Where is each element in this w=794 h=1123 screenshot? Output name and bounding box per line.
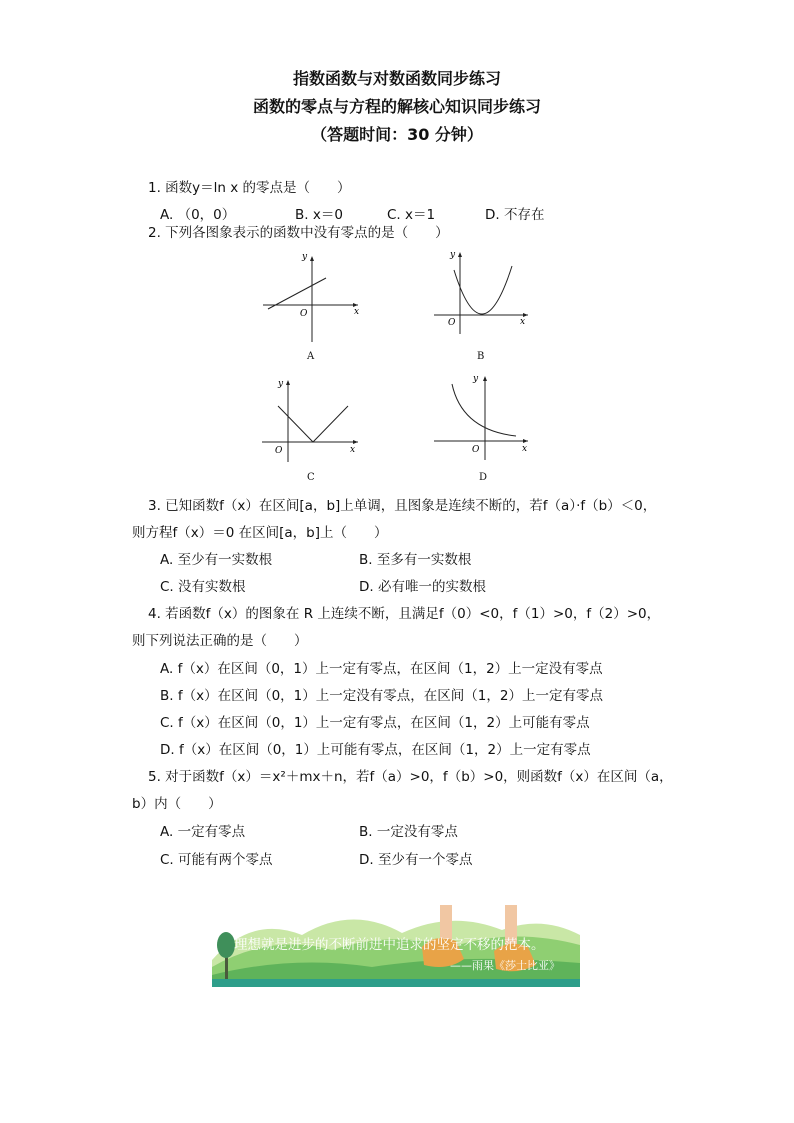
question-5-option-c: C. 可能有两个零点 — [160, 852, 273, 868]
question-5-stem-line2: b）内（ ） — [132, 796, 222, 812]
graph-d-x-label: x — [522, 444, 528, 454]
graph-a-y-label: y — [302, 252, 308, 262]
question-3-option-a: A. 至少有一实数根 — [160, 552, 273, 568]
question-4-option-b: B. f（x）在区间（0，1）上一定没有零点，在区间（1，2）上一定有零点 — [160, 688, 603, 704]
question-5-stem-line1: 5. 对于函数f（x）＝x²＋mx＋n，若f（a）>0，f（b）>0，则函数f（x）在区间（a， — [148, 769, 673, 785]
graph-b-origin-label: O — [448, 318, 456, 328]
question-1-option-b: B. x＝0 — [295, 207, 343, 223]
question-1-option-a: A. （0，0） — [160, 207, 236, 223]
graph-a-origin-label: O — [300, 309, 308, 319]
graph-c — [258, 376, 368, 466]
question-3-stem-line2: 则方程f（x）＝0 在区间[a，b]上（ ） — [132, 525, 388, 541]
question-1-option-c: C. x＝1 — [387, 207, 436, 223]
graph-d-y-label: y — [473, 374, 479, 384]
question-5-option-b: B. 一定没有零点 — [359, 824, 458, 840]
time-limit: （答题时间：30 分钟） — [311, 125, 483, 144]
graph-a-x-label: x — [354, 307, 360, 317]
question-5-option-d: D. 至少有一个零点 — [359, 852, 473, 868]
question-1-option-d: D. 不存在 — [485, 207, 545, 223]
banner-quote: 理想就是进步的不断前进中追求的坚定不移的范本。 — [234, 937, 545, 953]
graph-d — [430, 372, 535, 462]
question-4-stem-line1: 4. 若函数f（x）的图象在 R 上连续不断，且满足f（0）<0，f（1）>0，f（2）>0， — [148, 606, 661, 622]
graph-a-caption: A — [307, 351, 315, 362]
question-3-option-d: D. 必有唯一的实数根 — [359, 579, 486, 595]
graph-b — [430, 248, 535, 338]
graph-d-caption: D — [479, 472, 488, 483]
graph-c-origin-label: O — [275, 446, 283, 456]
question-3-option-b: B. 至多有一实数根 — [359, 552, 472, 568]
graph-c-x-label: x — [350, 445, 356, 455]
graph-b-x-label: x — [520, 317, 526, 327]
graph-c-caption: C — [307, 472, 315, 483]
question-4-option-d: D. f（x）在区间（0，1）上可能有零点，在区间（1，2）上一定有零点 — [160, 742, 591, 758]
motivational-banner — [212, 905, 580, 987]
worksheet-subtitle: 函数的零点与方程的解核心知识同步练习 — [252, 97, 541, 116]
graph-d-origin-label: O — [472, 445, 480, 455]
question-5-option-a: A. 一定有零点 — [160, 824, 246, 840]
question-1-stem: 1. 函数y＝ln x 的零点是（ ） — [148, 180, 351, 196]
graph-a — [258, 252, 368, 347]
graph-b-y-label: y — [450, 250, 456, 260]
question-3-stem-line1: 3. 已知函数f（x）在区间[a，b]上单调，且图象是连续不断的，若f（a）·f（b）＜0， — [148, 498, 657, 514]
question-4-option-a: A. f（x）在区间（0，1）上一定有零点，在区间（1，2）上一定没有零点 — [160, 661, 603, 677]
question-3-option-c: C. 没有实数根 — [160, 579, 246, 595]
question-2-stem: 2. 下列各图象表示的函数中没有零点的是（ ） — [148, 225, 449, 241]
worksheet-title: 指数函数与对数函数同步练习 — [292, 69, 501, 88]
question-4-stem-line2: 则下列说法正确的是（ ） — [132, 633, 308, 649]
graph-b-caption: B — [477, 351, 485, 362]
banner-quote-author: ——雨果《莎士比亚》 — [450, 959, 560, 972]
graph-c-y-label: y — [278, 379, 284, 389]
question-4-option-c: C. f（x）在区间（0，1）上一定有零点，在区间（1，2）上可能有零点 — [160, 715, 590, 731]
